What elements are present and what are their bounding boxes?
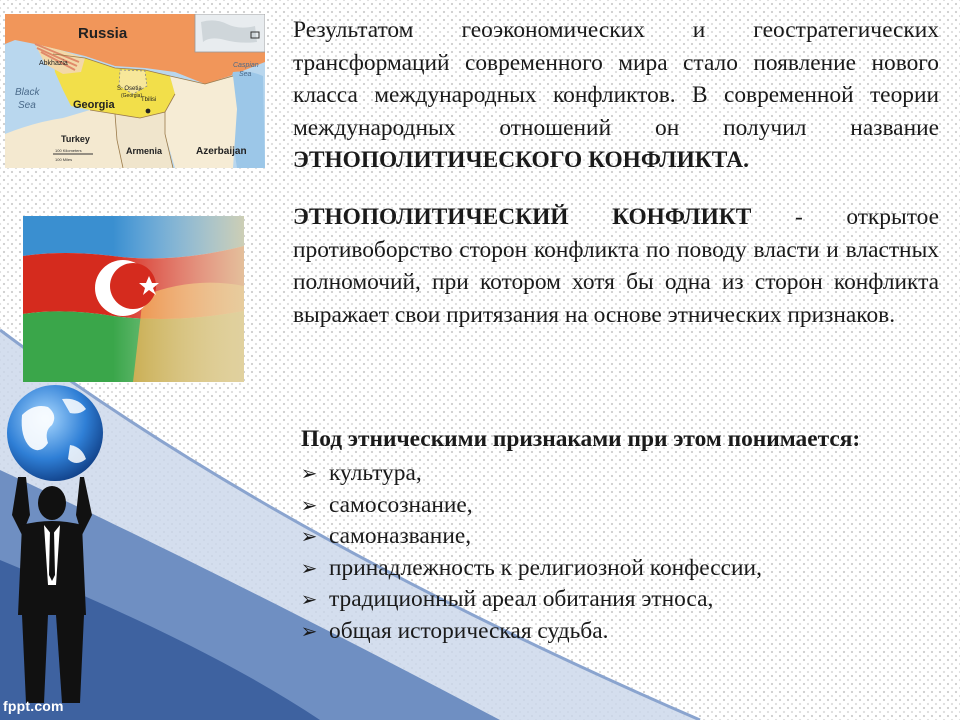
map-scale-km: 100 Kilometers (55, 148, 82, 153)
list-item-text: принадлежность к религиозной конфессии, (329, 554, 762, 581)
paragraph-definition (293, 201, 939, 331)
map-label-caspian: Caspian (233, 62, 259, 69)
paragraph-intro-bold: ЭТНОПОЛИТИЧЕСКОГО КОНФЛИКТА. (293, 147, 749, 174)
map-graphic (5, 14, 265, 168)
list-item (297, 616, 762, 648)
list-item-text: общая историческая судьба. (329, 617, 609, 644)
map-label-tbilisi: Tbilisi (141, 97, 157, 103)
map-label-georgia: Georgia (73, 99, 115, 111)
check-arrow-icon: ➢ (300, 555, 318, 580)
check-arrow-icon: ➢ (300, 524, 318, 548)
check-arrow-icon: ➢ (300, 587, 318, 611)
map-label-russia: Russia (78, 25, 128, 42)
check-arrow-icon: ➢ (300, 618, 318, 643)
list-item (297, 490, 762, 522)
list-title: Под этническими признаками при этом понимается: (301, 426, 861, 452)
check-arrow-icon: ➢ (300, 492, 318, 517)
list-item (297, 458, 762, 490)
caucasus-map (5, 14, 265, 168)
definition-text: - открытое противоборство сторон конфликта по поводу власти и властных полномочий, при котором хотя бы одна из сторон конфликта выражает свои притязания на основе этнических признаков. (293, 203, 939, 328)
map-label-armenia: Armenia (126, 146, 163, 156)
map-label-turkey: Turkey (61, 134, 90, 144)
map-label-black: Black (15, 87, 40, 98)
person-with-globe-illustration (0, 385, 125, 705)
list-item-text: культура, (329, 460, 422, 486)
flags-photo (23, 216, 244, 382)
ethnic-features-list (297, 458, 762, 647)
map-label-south-ossetia: S. Osetia (117, 86, 142, 92)
list-item-text: самоназвание, (329, 523, 472, 549)
list-item (297, 521, 762, 553)
definition-term: ЭТНОПОЛИТИЧЕСКИЙ КОНФЛИКТ (293, 203, 752, 230)
map-label-south-ossetia-sub: (Georgia) (121, 93, 143, 99)
map-scale-mi: 100 Miles (55, 157, 73, 162)
flags-graphic (23, 216, 244, 382)
list-item (297, 553, 762, 585)
brand-watermark: fppt.com (3, 698, 64, 714)
map-label-azerbaijan: Azerbaijan (196, 146, 247, 157)
paragraph-intro-text: Результатом геоэкономических и геостратегических трансформаций современного мира стало появление нового класса международных конфликтов. В современной теории международных отношений он получил название (293, 17, 939, 141)
list-item-text: самосознание, (329, 491, 473, 518)
map-label-abkhazia: Abkhazia (39, 60, 68, 67)
list-item (297, 584, 762, 616)
paragraph-intro (293, 14, 939, 177)
main-text (293, 14, 939, 331)
globe-icon (0, 385, 125, 705)
map-label-caspian-sea: Sea (239, 71, 252, 78)
list-item-text: традиционный ареал обитания этноса, (329, 586, 714, 612)
map-label-sea: Sea (18, 100, 36, 111)
check-arrow-icon: ➢ (300, 461, 318, 485)
